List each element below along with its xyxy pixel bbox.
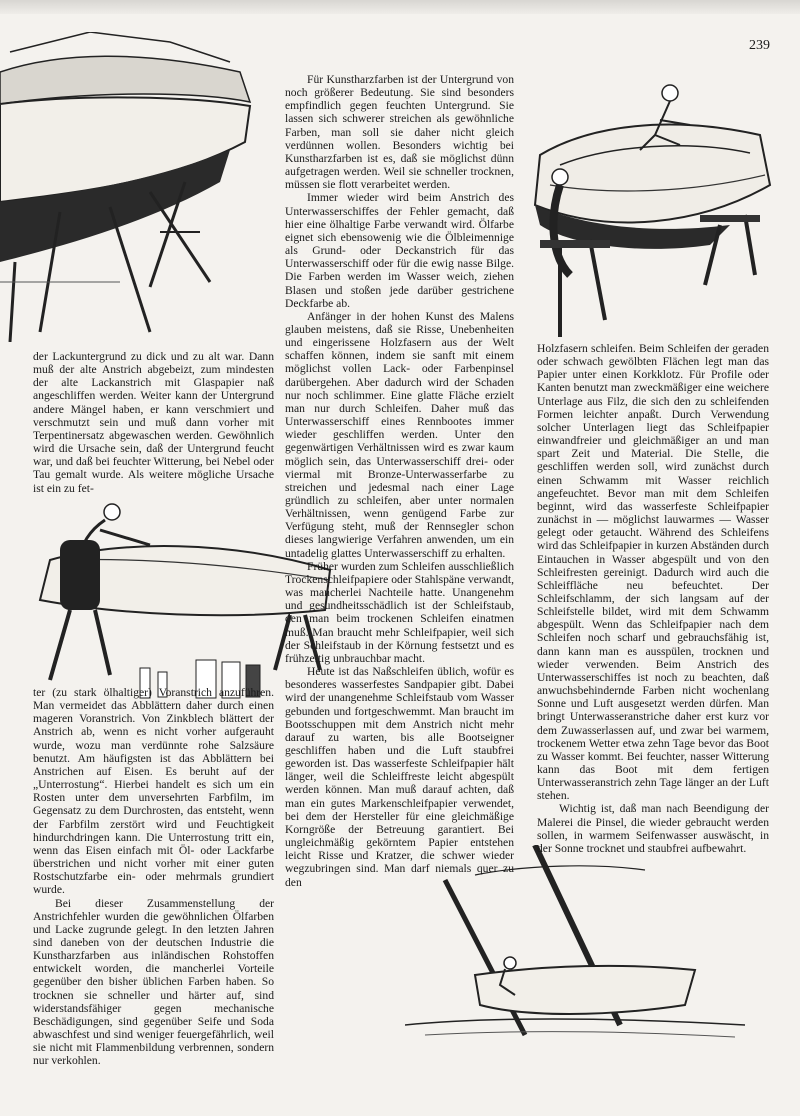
paragraph: Wichtig ist, daß man nach Beendigung der Malerei die Pinsel, die wieder gebraucht werden sollen, in warmem Seifenwasser auswäscht, in der Sonne trocknet und staubfrei aufbewahrt. <box>537 802 769 855</box>
page-number: 239 <box>749 38 770 53</box>
man-sanding-boat-icon <box>530 75 780 337</box>
paragraph: Holzfasern schleifen. Beim Schleifen der geraden oder schwach gewölbten Flächen legt man das Papier unter einen Korkklotz. Für Profile oder Kanten benutzt man zweckmäßiger eine weichere Unterlage aus Filz, die sich den zu schleifenden Formen leichter anpaßt. Durch Verwendung solcher Unterlagen liegt das Schleifpapier einwandfreier und gleichmäßiger an und man spart Zeit und Material. Die Stelle, die geschliffen werden soll, wird zunächst durch einen Schwamm mit Wasser reichlich angefeuchtet. Bevor man mit dem Schleifen beginnt, wird das wasserfeste Schleifpapier zunächst in — möglichst lauwarmes — Wasser gelegt oder getaucht. Während des Schleifens wird das Schleifpapier in kurzen Abständen durch Eintauchen in Wasser abgespült und von den Schleifresten gereinigt. Dadurch wird auch die Schleiffläche neu befeuchtet. Der Schleifschlamm, der sich langsam auf der Schleifstelle bildet, wird mit dem Schwamm abgespült. Wenn das Schleifpapier nach dem Schleifen noch scharf und gebrauchsfähig ist, dann kann man es ausspülen, trocknen und wieder verwenden. Beim Anstrich des Unterwasserschiffes ist noch zu beachten, daß anwuchsbehindernde Farben nicht wochenlang Sonne und Luft ausgesetzt werden dürfen. Man bringt Unterwasseranstriche daher erst kurz vor dem Zuwasserlassen auf, und zwar bei warmem, trockenem Wetter etwa zehn Tage bevor das Boot zu Wasser kommt. Bei feuchter, nasser Witterung kann das Boot mit dem fertigen Unterwasseranstrich zehn Tage länger an der Luft stehen. <box>537 342 769 803</box>
text-column-left-top <box>33 350 274 495</box>
text-column-left-bottom <box>33 686 274 1068</box>
paragraph: der Lackuntergrund zu dick und zu alt war. Dann muß der alte Anstrich abgebeizt, zum mindesten der alte Lackanstrich mit Glaspapier naß angeschliffen werden. Weiter kann der Untergrund andere Mängel haben, er kann verschmiert und verschmutzt sein und muß dann vorher mit Terpentinersatz abgewaschen werden. Gewöhnlich wird die Ursache sein, daß der Untergrund feucht war, und daß bei feuchter Witterung, bei Nebel oder Tau gemalt wurde. Als weitere mögliche Ursache ist ein zu fet- <box>33 350 274 495</box>
paragraph: ter (zu stark ölhaltiger) Voranstrich anzuführen. Man vermeidet das Abblättern daher durch einen mageren Voranstrich. Von Zinkblech blättert der Anstrich ab, wenn es nicht vorher aufgerauht wurde, wozu man verdünnte rohe Salzsäure benutzt. Am häufigsten ist das Abblättern bei Anstrichen auf Eisen. Es beruht auf der „Unterrostung“. Hierbei handelt es sich um ein Rosten unter dem unversehrten Farbfilm, im Gegensatz zu dem Durchrosten, das entsteht, wenn der Farbfilm zerstört wird und Feuchtigkeit hindurchdringen kann. Die Unterrostung tritt ein, wenn das Eisen einfach mit Öl- oder Lackfarbe überstrichen und nicht vorher mit einer guten Rostschutzfarbe ein- oder mehrmals grundiert wurde. <box>33 686 274 897</box>
text-column-right <box>537 342 769 855</box>
page-top-edge <box>0 0 800 14</box>
paragraph: Früher wurden zum Schleifen ausschließlich Trockenschleifpapiere oder Stahlspäne verwandt, was mancherlei Nachteile hatte. Unangenehm und gesundheitsschädlich ist der Schleifstaub, den man beim trockenen Schleifen einatmen muß. Man braucht mehr Schleifpapier, weil sich der Schleifstaub in der Körnung festsetzt und es frühzeitig unbrauchbar macht. <box>285 559 514 665</box>
text-column-middle <box>285 73 514 889</box>
paragraph: Anfänger in der hohen Kunst des Malens glauben meistens, daß sie Risse, Unebenheiten und eingerissene Holzfasern aus der Welt schaffen können, indem sie sanft mit einem möglichst vollen Lack- oder Farbenpinsel darübergehen. Aber dadurch wird der Schaden nur noch schlimmer. Eine glatte Fläche erzielt man nur durch Schleifen. Daher muß das Unterwasserschiff eines Rennbootes immer wieder geschliffen werden. Unter den gegenwärtigen Verhältnissen wird es zwar kaum möglich sein, das Unterwasserschiff drei- oder viermal mit Bronze-Unterwasserfarbe zu streichen und jedesmal nach einer Lage gründlich zu schleifen, aber unter normalen Verhältnissen, wenn genügend Farbe zur Verfügung steht, muß der Rennsegler schon dieses langwierige Verfahren anwenden, um ein untadelig glattes Unterwasserschiff zu erhalten. <box>285 309 514 560</box>
illustration-boat-hull-on-stands <box>0 32 270 342</box>
paragraph: Für Kunstharzfarben ist der Untergrund von noch größerer Bedeutung. Sie sind besonders empfindlich gegen feuchten Untergrund. Sie lassen sich schwerer streichen als gewöhnliche Farben, man soll sie daher nicht gleich verdünnen wollen. Besonders wichtig bei Kunstharzfarben ist es, daß sie möglichst dünn aufgetragen werden. Weil sie schneller trocknen, müssen sie flott verarbeitet werden. <box>285 73 514 192</box>
boat-hull-on-trestles-icon <box>0 32 270 342</box>
paragraph: Bei dieser Zusammenstellung der Anstrichfehler wurden die gewöhnlichen Ölfarben und Lacke zugrunde gelegt. In den letzten Jahren sind daneben von der deutschen Industrie die Kunstharzfarben aus inländischen Rohstoffen entwickelt worden, die mancherlei Vorteile gegenüber den bisher üblichen Farben haben. So trocknen sie schneller und härter auf, sind widerstandsfähiger gegen mechanische Beschädigungen, sind gegenüber Seife und Soda abwaschfest und sind weniger feuergefährlich, weil sie nicht mit Flammenbildung verbrennen, sondern nur verkohlen. <box>33 896 274 1068</box>
paragraph: Immer wieder wird beim Anstrich des Unterwasserschiffes der Fehler gemacht, daß hier eine ölhaltige Farbe verwandt wird. Ölfarbe eignet sich ebensowenig wie die Ölbleimennige als Grund- oder Deckanstrich für das Unterwasserschiff oder für die ewig nasse Bilge. Die Farben werden im Wasser weich, ziehen Blasen und stoßen jede darüber gestrichene Deckfarbe ab. <box>285 191 514 310</box>
paragraph: Heute ist das Naßschleifen üblich, wofür es besonderes wasserfestes Sandpapier gibt. Dabei wird der unangenehme Schleifstaub vom Wasser gebunden und fortgeschwemmt. Man braucht im Bootsschuppen mit dem Anstrich nicht mehr darauf zu warten, bis alle Bootseigner geschliffen haben und die Luft staubfrei geworden ist. Das wasserfeste Schleifpapier hält länger, weil die Schleiffreste leicht abgespült werden können. Man muß darauf achten, daß man ein gutes Markenschleifpapier verwendet, bei dem der Hersteller für eine gleichmäßige Korngröße der Betreuung garantiert. Bei ungleichmäßig gekörntem Papier entstehen leicht Risse und Kratzer, die schwer wieder wegzubringen sind. Man darf niemals quer zu den <box>285 665 514 889</box>
illustration-man-sanding-dinghy <box>530 75 780 337</box>
